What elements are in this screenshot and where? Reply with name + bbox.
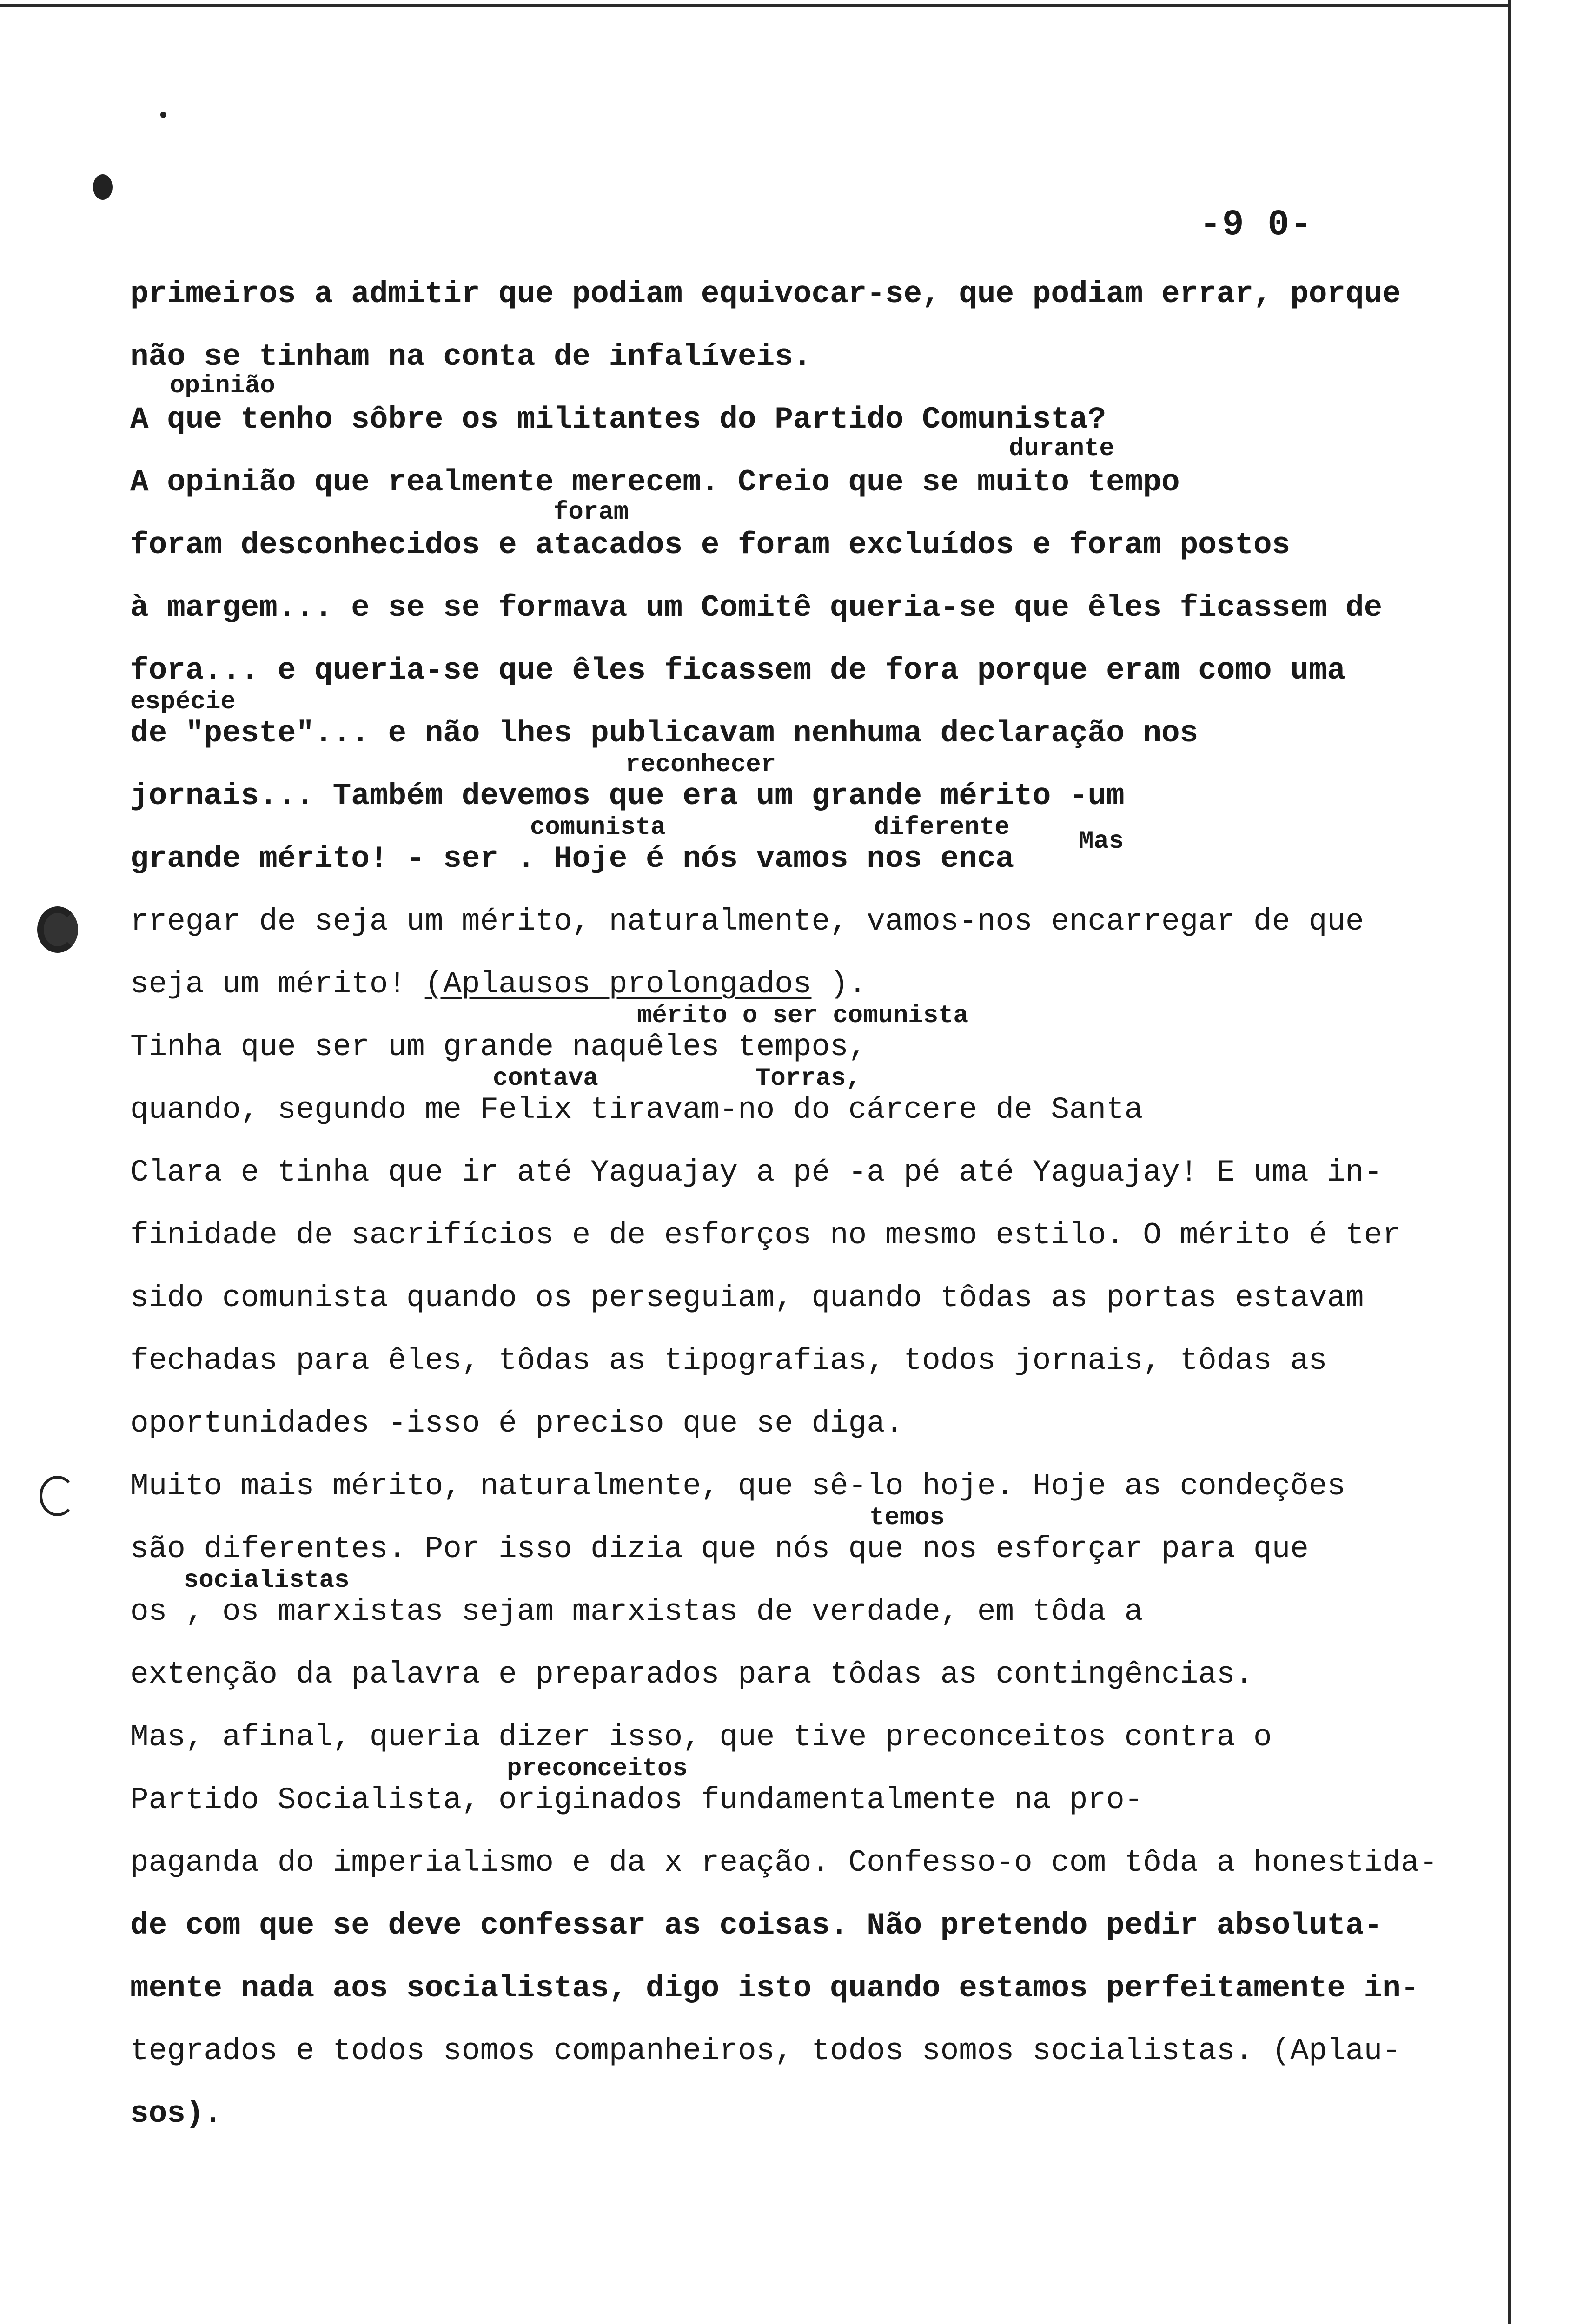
text-line-15: Clara e tinha que ir até Yaguajay a pé -a pé até Yaguajay! E uma in-	[130, 1155, 1383, 1190]
text-line-30: sos).	[130, 2096, 223, 2131]
note-foram: foram	[553, 498, 629, 527]
text-line-18: fechadas para êles, tôdas as tipografias, todos jornais, tôdas as	[130, 1343, 1327, 1378]
text-line-12	[130, 967, 867, 1002]
text-line-12-b: ).	[811, 967, 867, 1002]
applause-underlined: (Aplausos prolongados	[424, 967, 812, 1002]
text-line-9: jornais... Também devemos que era um grande mérito -um	[130, 779, 1125, 813]
right-border	[1508, 0, 1511, 2324]
text-line-21: são diferentes. Por isso dizia que nós que nos esforçar para que	[130, 1532, 1309, 1566]
note-socialistas: socialistas	[184, 1566, 350, 1595]
ink-dot	[160, 112, 166, 118]
note-opiniao: opinião	[170, 372, 275, 400]
text-line-4: A opinião que realmente merecem. Creio que se muito tempo	[130, 465, 1180, 500]
text-line-29: tegrados e todos somos companheiros, todos somos socialistas. (Aplau-	[130, 2034, 1401, 2068]
note-durante: durante	[1009, 435, 1114, 463]
text-line-3: A que tenho sôbre os militantes do Partido Comunista?	[130, 402, 1107, 437]
text-line-27: de com que se deve confessar as coisas. Não pretendo pedir absoluta-	[130, 1908, 1383, 1943]
text-line-1: primeiros a admitir que podiam equivocar-se, que podiam errar, porque	[130, 277, 1401, 311]
text-line-26: paganda do imperialismo e da x reação. Confesso-o com tôda a honestida-	[130, 1845, 1438, 1880]
punch-hole-1	[37, 906, 78, 953]
text-line-5: foram desconhecidos e atacados e foram excluídos e foram postos	[130, 528, 1291, 562]
page-number: -9 0-	[1199, 205, 1313, 245]
note-diferente: diferente	[874, 813, 1010, 842]
text-line-12-a: seja um mérito!	[130, 967, 425, 1002]
note-mas: Mas	[1079, 827, 1124, 856]
note-comunista: comunista	[530, 813, 666, 842]
text-line-6: à margem... e se se formava um Comitê queria-se que êles ficassem de	[130, 590, 1383, 625]
note-especie: espécie	[130, 688, 236, 716]
text-line-22: os , os marxistas sejam marxistas de verdade, em tôda a	[130, 1594, 1143, 1629]
note-torras: Torras,	[755, 1064, 861, 1093]
text-line-8: de "peste"... e não lhes publicavam nenhuma declaração nos	[130, 716, 1199, 751]
note-temos: temos	[869, 1504, 945, 1532]
text-line-28: mente nada aos socialistas, digo isto quando estamos perfeitamente in-	[130, 1971, 1419, 2006]
text-line-2: não se tinham na conta de infalíveis.	[130, 339, 812, 374]
text-line-14: quando, segundo me Felix tiravam-no do cárcere de Santa	[130, 1092, 1143, 1127]
note-preconceitos: preconceitos	[507, 1755, 688, 1783]
text-line-25: Partido Socialista, originados fundamentalmente na pro-	[130, 1783, 1143, 1817]
text-line-10: grande mérito! - ser . Hoje é nós vamos nos enca	[130, 841, 1014, 876]
text-line-24: Mas, afinal, queria dizer isso, que tive preconceitos contra o	[130, 1720, 1272, 1755]
note-contava: contava	[493, 1064, 598, 1093]
text-line-7: fora... e queria-se que êles ficassem de fora porque eram como uma	[130, 653, 1346, 688]
text-line-13: Tinha que ser um grande naquêles tempos,	[130, 1030, 867, 1064]
text-line-16: finidade de sacrifícios e de esforços no mesmo estilo. O mérito é ter	[130, 1218, 1401, 1253]
punch-hole-2	[40, 1476, 75, 1516]
top-border	[0, 4, 1511, 7]
text-line-23: extenção da palavra e preparados para tôdas as contingências.	[130, 1657, 1253, 1692]
note-merito-comunista: mérito o ser comunista	[637, 1002, 968, 1030]
text-line-17: sido comunista quando os perseguiam, quando tôdas as portas estavam	[130, 1281, 1364, 1315]
text-line-11: rregar de seja um mérito, naturalmente, vamos-nos encarregar de que	[130, 904, 1364, 939]
ink-blot	[93, 174, 113, 200]
note-reconhecer: reconhecer	[625, 751, 776, 779]
text-line-20: Muito mais mérito, naturalmente, que sê-lo hoje. Hoje as condeções	[130, 1469, 1346, 1504]
text-line-19: oportunidades -isso é preciso que se diga.	[130, 1406, 904, 1441]
